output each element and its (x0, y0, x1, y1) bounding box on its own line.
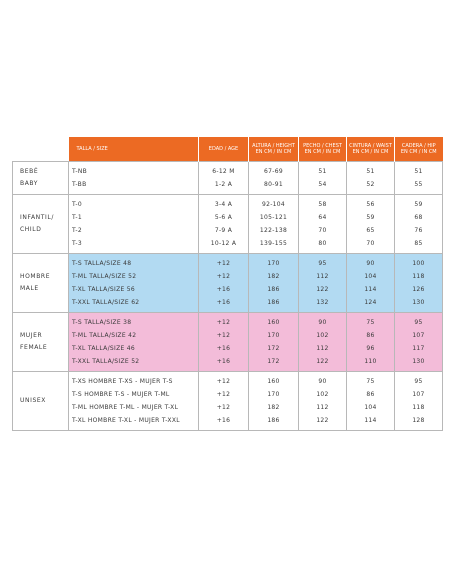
size-cell: T-ML TALLA/SIZE 42 (72, 332, 137, 339)
size-cell: T-0 (72, 201, 82, 208)
age-column (199, 313, 249, 372)
group-row-female (13, 313, 443, 372)
waist-cell: 75 (366, 319, 375, 326)
hip-cell: 95 (414, 378, 423, 385)
waist-cell: 86 (366, 391, 375, 398)
size-cell: T-XL TALLA/SIZE 46 (72, 345, 136, 352)
group-row-male (13, 254, 443, 313)
age-cell: +12 (216, 260, 231, 267)
waist-cell: 114 (364, 417, 377, 424)
height-column (249, 195, 299, 254)
hip-cell: 59 (414, 201, 423, 208)
group-label-line: INFANTIL/ (20, 214, 54, 221)
header-hip (395, 137, 443, 162)
age-cell: 7-9 A (214, 227, 233, 234)
chest-cell: 102 (316, 332, 329, 339)
header-corner (13, 137, 69, 162)
header-hip-title: CADERA / HIP (401, 142, 436, 149)
size-cell: T-S TALLA/SIZE 48 (72, 260, 132, 267)
height-cell: 170 (267, 332, 280, 339)
group-label-male (13, 254, 69, 313)
hip-cell: 68 (414, 214, 423, 221)
chest-cell: 95 (318, 260, 327, 267)
age-cell: +16 (216, 299, 231, 306)
header-chest-title: PECHO / CHEST (303, 142, 342, 149)
group-label-line: HOMBRE (20, 273, 51, 280)
group-row-child (13, 195, 443, 254)
chest-cell: 112 (316, 404, 329, 411)
chest-cell: 122 (316, 358, 329, 365)
group-label-baby (13, 162, 69, 195)
chest-column (299, 254, 347, 313)
size-chart-table (12, 137, 443, 431)
age-cell: +12 (216, 378, 231, 385)
hip-cell: 51 (414, 168, 423, 175)
waist-column (347, 162, 395, 195)
waist-cell: 65 (366, 227, 375, 234)
group-row-baby (13, 162, 443, 195)
size-cell: T-XXL TALLA/SIZE 62 (72, 299, 140, 306)
waist-cell: 86 (366, 332, 375, 339)
group-label-line: BEBÉ (20, 168, 39, 175)
waist-cell: 75 (366, 378, 375, 385)
size-cell: T-ML TALLA/SIZE 52 (72, 273, 137, 280)
height-column (249, 162, 299, 195)
waist-cell: 124 (364, 299, 377, 306)
height-cell: 182 (267, 273, 280, 280)
age-cell: 6-12 M (212, 168, 235, 175)
size-cell: T-ML HOMBRE T-ML - MUJER T-XL (72, 404, 179, 411)
hip-cell: 126 (412, 286, 425, 293)
size-cell: T-S TALLA/SIZE 38 (72, 319, 132, 326)
group-label-line: CHILD (20, 226, 42, 233)
header-height-unit: EN CM / IN CM (255, 149, 292, 155)
height-cell: 160 (267, 378, 280, 385)
chest-column (299, 313, 347, 372)
age-cell: 10-12 A (210, 240, 237, 247)
group-label-child (13, 195, 69, 254)
size-cell: T-S HOMBRE T-S - MUJER T-ML (72, 391, 170, 398)
size-cell: T-NB (72, 168, 88, 175)
chest-cell: 132 (316, 299, 329, 306)
chest-cell: 51 (318, 168, 327, 175)
age-column (199, 372, 249, 431)
waist-column (347, 195, 395, 254)
height-cell: 122-138 (259, 227, 288, 234)
size-cell: T-BB (72, 181, 87, 188)
waist-cell: 59 (366, 214, 375, 221)
height-cell: 67-69 (264, 168, 283, 175)
size-cell: T-XS HOMBRE T-XS - MUJER T-S (72, 378, 173, 385)
header-size: TALLA / SIZE (69, 137, 199, 162)
header-chest (299, 137, 347, 162)
hip-column (395, 313, 443, 372)
hip-cell: 107 (412, 332, 425, 339)
age-cell: 3-4 A (214, 201, 233, 208)
waist-cell: 52 (366, 181, 375, 188)
hip-column (395, 162, 443, 195)
height-column (249, 372, 299, 431)
chest-cell: 58 (318, 201, 327, 208)
hip-cell: 107 (412, 391, 425, 398)
size-cell: T-3 (72, 240, 82, 247)
hip-cell: 118 (412, 404, 425, 411)
chest-cell: 112 (316, 345, 329, 352)
hip-cell: 55 (414, 181, 423, 188)
hip-cell: 130 (412, 358, 425, 365)
chest-cell: 90 (318, 378, 327, 385)
hip-cell: 130 (412, 299, 425, 306)
header-chest-unit: EN CM / IN CM (304, 149, 341, 155)
hip-cell: 117 (412, 345, 425, 352)
header-height (249, 137, 299, 162)
height-cell: 105-121 (259, 214, 288, 221)
group-label-female (13, 313, 69, 372)
height-cell: 160 (267, 319, 280, 326)
waist-cell: 114 (364, 286, 377, 293)
age-column (199, 162, 249, 195)
waist-cell: 70 (366, 240, 375, 247)
age-cell: +12 (216, 319, 231, 326)
height-column (249, 313, 299, 372)
size-cell: T-XL TALLA/SIZE 56 (72, 286, 136, 293)
size-cell: T-XXL TALLA/SIZE 52 (72, 358, 140, 365)
waist-cell: 104 (364, 273, 377, 280)
height-cell: 186 (267, 417, 280, 424)
hip-cell: 128 (412, 417, 425, 424)
age-cell: +16 (216, 417, 231, 424)
waist-cell: 51 (366, 168, 375, 175)
waist-cell: 90 (366, 260, 375, 267)
header-age: EDAD / AGE (199, 137, 249, 162)
hip-cell: 76 (414, 227, 423, 234)
hip-column (395, 195, 443, 254)
header-waist-unit: EN CM / IN CM (352, 149, 389, 155)
chest-cell: 64 (318, 214, 327, 221)
size-column (69, 372, 199, 431)
chest-column (299, 372, 347, 431)
hip-column (395, 372, 443, 431)
age-cell: +12 (216, 404, 231, 411)
age-column (199, 195, 249, 254)
header-waist (347, 137, 395, 162)
height-cell: 172 (267, 345, 280, 352)
hip-cell: 100 (412, 260, 425, 267)
age-cell: +16 (216, 358, 231, 365)
height-column (249, 254, 299, 313)
waist-column (347, 313, 395, 372)
chest-cell: 70 (318, 227, 327, 234)
group-label-line: UNISEX (20, 397, 46, 404)
chest-cell: 102 (316, 391, 329, 398)
group-label-line: FEMALE (20, 344, 48, 351)
age-cell: +12 (216, 391, 231, 398)
height-cell: 80-91 (264, 181, 283, 188)
hip-cell: 118 (412, 273, 425, 280)
group-label-unisex (13, 372, 69, 431)
height-cell: 170 (267, 391, 280, 398)
chest-cell: 122 (316, 286, 329, 293)
height-cell: 186 (267, 286, 280, 293)
size-column (69, 162, 199, 195)
waist-cell: 96 (366, 345, 375, 352)
height-cell: 186 (267, 299, 280, 306)
chest-column (299, 195, 347, 254)
chest-cell: 122 (316, 417, 329, 424)
height-cell: 92-104 (261, 201, 286, 208)
hip-column (395, 254, 443, 313)
size-cell: T-2 (72, 227, 82, 234)
size-cell: T-XL HOMBRE T-XL - MUJER T-XXL (72, 417, 180, 424)
size-column (69, 195, 199, 254)
hip-cell: 85 (414, 240, 423, 247)
header-height-title: ALTURA / HEIGHT (252, 142, 295, 149)
header-waist-title: CINTURA / WAIST (349, 142, 392, 149)
hip-cell: 95 (414, 319, 423, 326)
chest-cell: 80 (318, 240, 327, 247)
chest-cell: 112 (316, 273, 329, 280)
waist-column (347, 372, 395, 431)
age-cell: 1-2 A (214, 181, 233, 188)
waist-column (347, 254, 395, 313)
group-label-line: MUJER (20, 332, 43, 339)
size-column (69, 254, 199, 313)
chest-cell: 90 (318, 319, 327, 326)
header-hip-unit: EN CM / IN CM (400, 149, 437, 155)
height-cell: 182 (267, 404, 280, 411)
age-column (199, 254, 249, 313)
waist-cell: 56 (366, 201, 375, 208)
group-row-unisex (13, 372, 443, 431)
group-label-line: BABY (20, 180, 39, 187)
age-cell: +16 (216, 345, 231, 352)
age-cell: +12 (216, 273, 231, 280)
height-cell: 170 (267, 260, 280, 267)
header-row (13, 137, 443, 162)
age-cell: 5-6 A (214, 214, 233, 221)
waist-cell: 110 (364, 358, 377, 365)
chest-column (299, 162, 347, 195)
height-cell: 139-155 (259, 240, 288, 247)
group-label-line: MALE (20, 285, 39, 292)
height-cell: 172 (267, 358, 280, 365)
waist-cell: 104 (364, 404, 377, 411)
size-cell: T-1 (72, 214, 82, 221)
chest-cell: 54 (318, 181, 327, 188)
age-cell: +16 (216, 286, 231, 293)
age-cell: +12 (216, 332, 231, 339)
size-column (69, 313, 199, 372)
